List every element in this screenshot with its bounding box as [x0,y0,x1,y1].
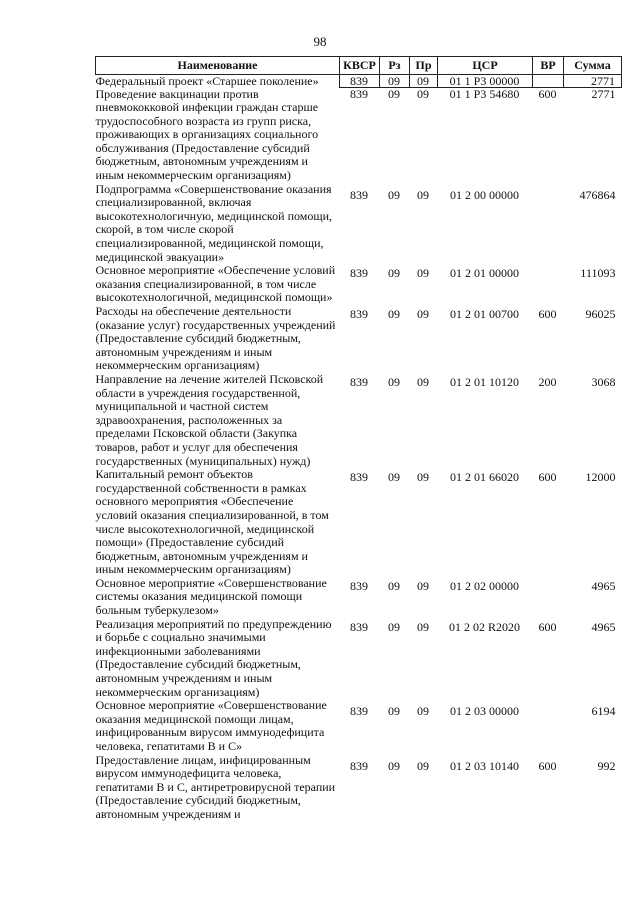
table-row [96,699,622,753]
row-pr: 09 [417,578,429,593]
row-rz: 09 [388,578,400,593]
header-pr: Пр [410,57,438,75]
row-csr: 01 2 01 66020 [450,470,519,485]
row-vr: 600 [538,307,557,321]
row-rz: 09 [388,374,400,389]
table-row [96,618,622,700]
row-name: Реализация мероприятий по предупреждению и борьбе с социально значимыми инфекционными заболеваниями (Предоставление субсидий бюджетным, автономным учреждениям и иным некоммерческим организациям) [95,616,332,699]
row-rz: 09 [388,266,400,281]
row-kvsr: 839 [350,578,368,593]
row-vr [533,183,564,265]
row-pr: 09 [417,87,429,101]
row-name: Расходы на обеспечение деятельности (оказание услуг) государственных учреждений (Предоставление субсидий бюджетным, автономным учреждениям и иным некоммерческим организациям) [95,304,336,373]
header-csr: ЦСР [438,57,533,75]
row-name: Направление на лечение жителей Псковской области в учреждения государственной, муниципальной и частной систем здравоохранения, расположенных за пределами Псковской области (Закупка товаров, работ и услуг для обеспечения государственных (муниципальных) нужд) [95,371,324,468]
row-rz: 09 [388,307,400,321]
table-row [96,754,622,822]
row-sum: 3068 [591,374,616,389]
row-kvsr: 839 [350,266,368,281]
budget-table [95,56,622,822]
row-rz: 09 [388,758,400,773]
row-rz: 09 [388,619,400,634]
header-kvsr: КВСР [340,57,380,75]
row-csr: 01 2 03 10140 [450,758,519,773]
table-row [96,183,622,265]
row-sum: 992 [597,758,616,773]
row-csr: 01 1 P3 00000 [438,75,533,88]
row-sum: 4965 [591,619,616,634]
row-kvsr: 839 [350,87,368,101]
row-vr [533,699,564,753]
table-body [96,75,622,822]
row-name: Предоставление лицам, инфицированным вирусом иммунодефицита человека, гепатитами В и С, антиретровирусной терапии (Предоставление субсидий бюджетным, автономным учреждениям и [95,752,336,821]
row-name: Проведение вакцинации против пневмококковой инфекции граждан старше трудоспособного возраста из групп риска, проживающих в организациях социального обслуживания (Предоставление субсидий бюджетным, автономным учреждениям и иным некоммерческим организациям) [95,86,319,183]
row-rz: 09 [388,704,400,719]
row-sum: 6194 [591,704,616,719]
table-row [96,577,622,618]
header-name: Наименование [96,57,340,75]
page-number: 98 [313,34,327,49]
row-name: Федеральный проект «Старшее поколение» [95,74,319,88]
row-sum: 2771 [591,87,616,101]
table-row [96,264,622,305]
row-pr: 09 [417,307,429,321]
row-vr: 600 [538,87,557,101]
row-kvsr: 839 [350,704,368,719]
row-name: Подпрограмма «Совершенствование оказания специализированной, включая высокотехнологичную, медицинской помощи, скорой, в том числе скорой специализированной, медицинской помощи, медицинской эвакуации» [95,181,333,264]
row-vr [533,577,564,618]
table-header [96,57,622,75]
header-vr: ВР [533,57,564,75]
table-row [96,373,622,468]
row-pr: 09 [417,266,429,281]
row-sum: 12000 [585,470,616,485]
row-vr [533,75,564,88]
row-sum: 2771 [564,75,622,88]
header-sum: Сумма [564,57,622,75]
row-vr: 200 [538,374,557,389]
row-kvsr: 839 [350,374,368,389]
row-csr: 01 2 02 00000 [450,578,519,593]
row-name: Основное мероприятие «Совершенствование оказания медицинской помощи лицам, инфицированным вирусом иммунодефицита человека, гепатитами В и С» [95,698,327,753]
row-sum: 476864 [579,187,616,202]
row-rz: 09 [380,75,410,88]
header-rz: Рз [380,57,410,75]
row-csr: 01 2 02 R2020 [448,619,520,634]
row-kvsr: 839 [350,187,368,202]
row-kvsr: 839 [350,758,368,773]
row-pr: 09 [417,187,429,202]
row-csr: 01 1 P3 54680 [449,87,520,101]
row-sum: 96025 [585,307,616,321]
row-rz: 09 [388,470,400,485]
row-csr: 01 2 00 00000 [450,187,519,202]
row-kvsr: 839 [350,470,368,485]
row-name: Основное мероприятие «Совершенствование системы оказания медицинской помощи больным туберкулезом» [95,575,327,618]
table-row [96,75,622,88]
row-name: Основное мероприятие «Обеспечение условий оказания специализированной, в том числе высокотехнологичной, медицинской помощи» [95,263,336,305]
row-csr: 01 2 01 10120 [450,374,519,389]
row-vr [533,264,564,305]
row-csr: 01 2 01 00700 [450,307,519,321]
row-pr: 09 [417,374,429,389]
row-pr: 09 [417,619,429,634]
table-row [96,305,622,373]
row-kvsr: 839 [350,619,368,634]
row-name: Капитальный ремонт объектов государственной собственности в рамках основного мероприятия «Обеспечение условий оказания специализированной, в том числе высокотехнологичной, медицинской помощи» (Предоставление субсидий бюджетным, автономным учреждениям и иным некоммерческим организациям) [95,467,329,577]
row-csr: 01 2 03 00000 [450,704,519,719]
table-row [96,468,622,577]
row-vr: 600 [538,470,557,485]
table-row [96,88,622,183]
row-pr: 09 [417,704,429,719]
row-sum: 4965 [591,578,616,593]
row-csr: 01 2 01 00000 [450,266,519,281]
row-kvsr: 839 [340,75,380,88]
row-vr: 600 [538,758,557,773]
row-pr: 09 [410,75,438,88]
row-sum: 111093 [580,266,616,281]
row-pr: 09 [417,470,429,485]
row-rz: 09 [388,187,400,202]
row-pr: 09 [417,758,429,773]
row-vr: 600 [538,619,557,634]
row-kvsr: 839 [350,307,368,321]
row-rz: 09 [388,87,400,101]
